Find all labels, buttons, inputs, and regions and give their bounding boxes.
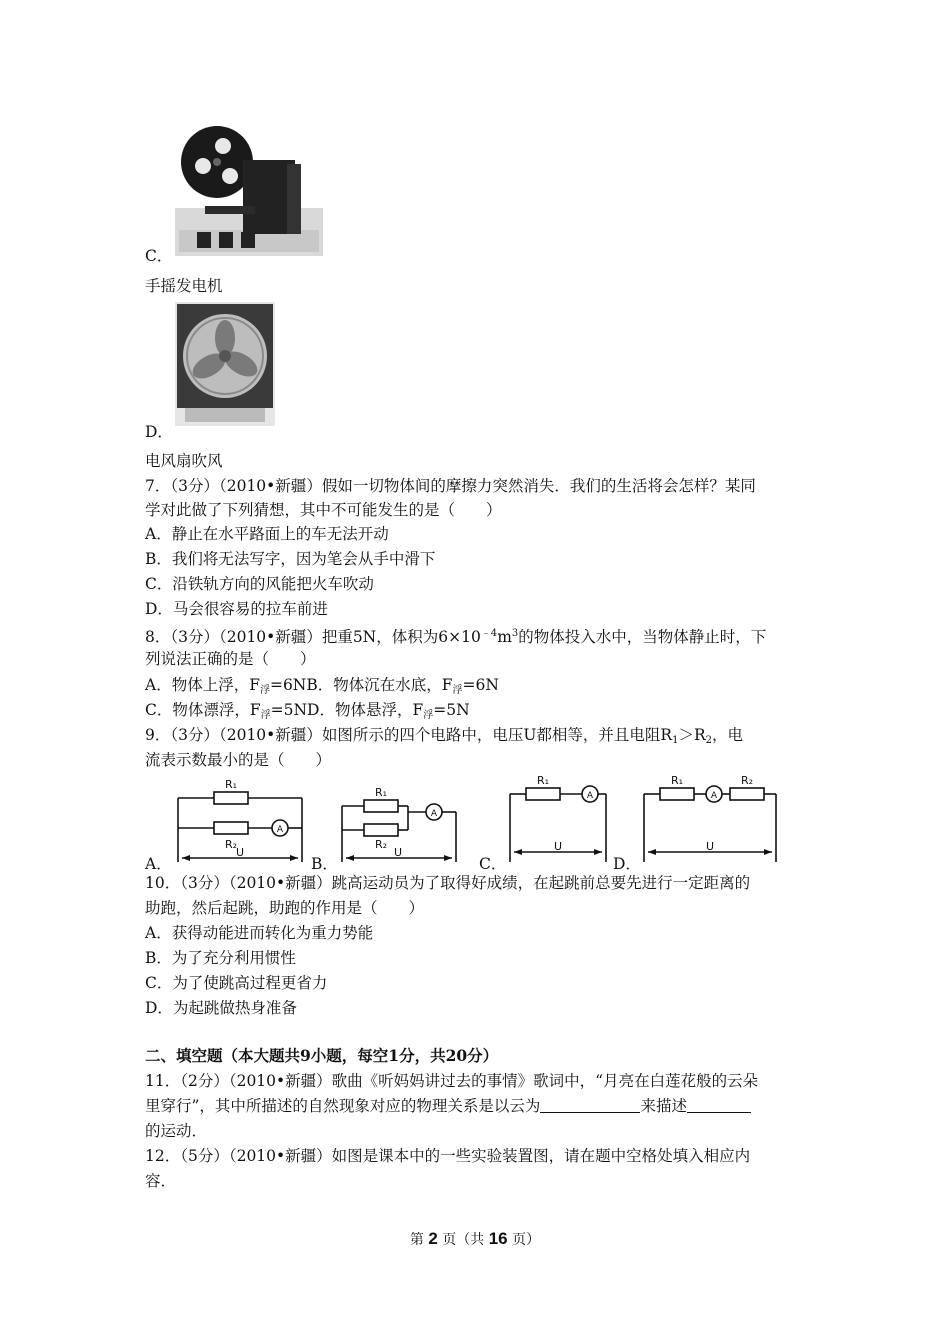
circuit-a-voltage: U: [235, 846, 245, 859]
q8-stem-line2: 列说法正确的是（ ）: [145, 650, 316, 668]
circuit-d-r2-label: R₂: [740, 774, 754, 787]
q11-blank-1[interactable]: [540, 1098, 640, 1113]
circuit-c-voltage: U: [553, 840, 563, 853]
q7-option-a: A．静止在水平路面上的车无法开动: [145, 525, 389, 543]
q8-options-cd: C．物体漂浮，$F_浮=5ND$．物体悬浮，$F_浮=5N$: [145, 701, 470, 721]
hand-generator-photo: [175, 120, 323, 256]
q12-stem-line1: 12．（5分）（2010•新疆）如图是课本中的一些实验装置图，请在题中空格处填入相应内: [145, 1147, 751, 1165]
q8-stem-line1: 8．（3分）（2010•新疆）把重5N，体积为$6\times 10^{﹣4}m^3$的物体投入水中，当物体静止时，下: [145, 628, 767, 646]
option-c-letter: C．: [145, 247, 173, 265]
q11-stem-line3: 的运动．: [145, 1122, 208, 1140]
total-pages: 16: [488, 1229, 508, 1248]
q7-stem-line2: 学对此做了下列猜想，其中不可能发生的是（ ）: [145, 501, 502, 519]
circuit-d-ammeter: A: [710, 791, 718, 801]
circuit-a-ammeter: A: [276, 825, 284, 835]
circuit-b-r1-label: R₁: [374, 786, 388, 799]
page-footer: 第 2 页（共 16 页）: [409, 1229, 541, 1248]
q8-options-ab: A．物体上浮，$F_浮=6NB$．物体沉在水底，$F_浮=6N$: [145, 676, 499, 696]
option-d-caption: 电风扇吹风: [145, 452, 223, 470]
electric-fan-photo: [175, 302, 275, 426]
q10-stem-line1: 10．（3分）（2010•新疆）跳高运动员为了取得好成绩，在起跳前总要先进行一定距离的: [145, 874, 751, 892]
q9-stem-line1: 9．（3分）（2010•新疆）如图所示的四个电路中，电压U都相等，并且电阻$R_1>R_2$，电: [145, 726, 743, 746]
circuit-d-voltage: U: [705, 840, 715, 853]
q11-blank-2[interactable]: [687, 1098, 751, 1113]
current-page: 2: [428, 1229, 438, 1248]
q9-stem-line2: 流表示数最小的是（ ）: [145, 751, 332, 769]
q11-stem-line2: 里穿行”，其中所描述的自然现象对应的物理关系是以云为 来描述: [145, 1096, 751, 1116]
circuit-c-r1-label: R₁: [536, 774, 550, 787]
circuit-d-label: D．: [613, 855, 641, 873]
q10-option-c: C．为了使跳高过程更省力: [145, 974, 328, 992]
circuit-b-voltage: U: [393, 846, 403, 859]
q7-option-c: C．沿铁轨方向的风能把火车吹动: [145, 575, 374, 593]
q11-stem-line1: 11．（2分）（2010•新疆）歌曲《听妈妈讲过去的事情》歌词中，“月亮在白莲花般的云朵: [145, 1072, 759, 1090]
circuit-b-r2-label: R₂: [374, 838, 388, 851]
circuit-c-ammeter: A: [586, 791, 594, 801]
q12-stem-line2: 容．: [145, 1172, 177, 1190]
circuit-b-ammeter: A: [430, 809, 438, 819]
option-c-caption: 手摇发电机: [145, 277, 223, 295]
circuit-a-r1-label: R₁: [224, 778, 238, 791]
circuit-d-r1-label: R₁: [670, 774, 684, 787]
circuit-c-label: C．: [479, 855, 507, 873]
q7-option-b: B．我们将无法写字，因为笔会从手中滑下: [145, 550, 436, 568]
circuit-a-label: A．: [145, 855, 172, 873]
section-heading: 二、填空题（本大题共9小题，每空1分，共20分）: [145, 1046, 499, 1065]
q10-option-a: A．获得动能进而转化为重力势能: [145, 924, 374, 942]
circuit-a-r2-label: R₂: [224, 838, 238, 851]
q10-option-b: B．为了充分利用惯性: [145, 949, 296, 967]
q7-option-d: D．马会很容易的拉车前进: [145, 600, 328, 618]
circuit-b-label: B．: [311, 855, 338, 873]
option-d-letter: D．: [145, 423, 173, 441]
q10-stem-line2: 助跑，然后起跳，助跑的作用是（ ）: [145, 899, 425, 917]
q10-option-d: D．为起跳做热身准备: [145, 999, 297, 1017]
q7-stem-line1: 7．（3分）（2010•新疆）假如一切物体间的摩擦力突然消失．我们的生活将会怎样？某同: [145, 477, 756, 495]
